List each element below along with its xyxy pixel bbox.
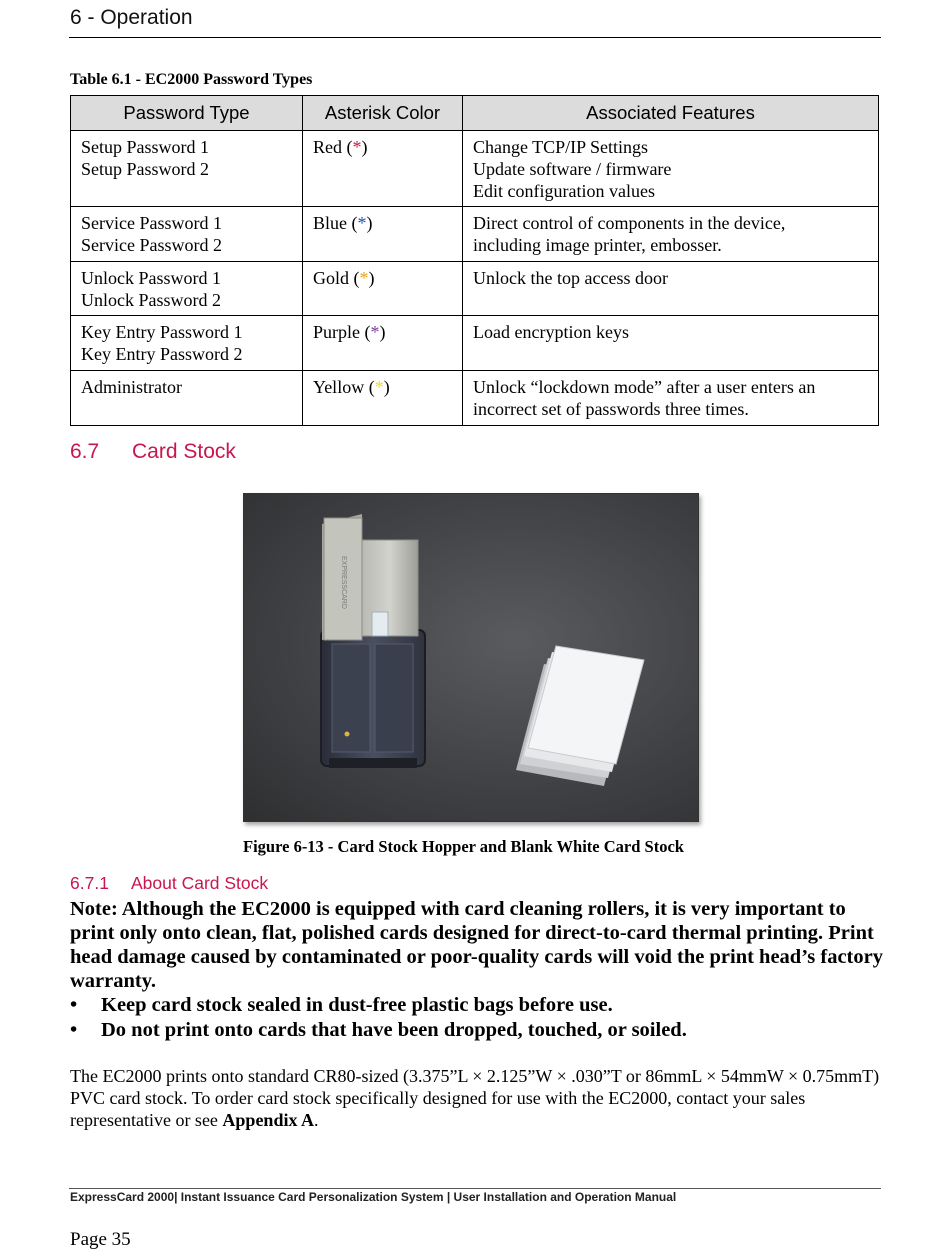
table-header-row	[71, 96, 879, 131]
column-header-associated-features: Associated Features	[463, 96, 879, 131]
table-row	[71, 371, 879, 426]
table-row	[71, 316, 879, 371]
card-handling-list	[70, 993, 885, 1043]
footer-divider	[69, 1188, 881, 1189]
color-name: Purple	[313, 322, 360, 342]
paragraph-text: The EC2000 prints onto standard CR80-sized (3.375”L × 2.125”W × .030”T or 86mmL × 54mmW × 0.75mmT) PVC card stock. To order card stock specifically designed for use with the EC2000, contact your sales representative or see	[70, 1066, 880, 1130]
associated-features-cell: Load encryption keys	[463, 316, 879, 371]
asterisk-color-cell: Red (*)	[303, 131, 463, 207]
password-type-cell: Unlock Password 1 Unlock Password 2	[71, 262, 303, 316]
table-row	[71, 131, 879, 207]
paragraph-end: .	[313, 1110, 319, 1130]
asterisk-icon: *	[352, 137, 362, 157]
page-number: Page 35	[70, 1229, 131, 1250]
column-header-asterisk-color: Asterisk Color	[303, 96, 463, 131]
list-item: • Keep card stock sealed in dust-free plastic bags before use.	[70, 994, 613, 1016]
asterisk-icon: *	[359, 268, 369, 288]
password-type-cell: Setup Password 1 Setup Password 2	[71, 131, 303, 207]
header-divider	[69, 37, 881, 38]
page-header-title: 6 - Operation	[70, 6, 193, 29]
figure-caption: Figure 6-13 - Card Stock Hopper and Blank White Card Stock	[243, 837, 684, 856]
subsection-number: 6.7.1	[70, 873, 109, 893]
color-name: Red	[313, 137, 342, 157]
color-name: Yellow	[313, 377, 365, 397]
password-types-table	[70, 95, 879, 426]
column-header-password-type: Password Type	[71, 96, 303, 131]
associated-features-cell: Direct control of components in the device, including image printer, embosser.	[463, 207, 879, 262]
bullet-icon: •	[70, 1019, 78, 1041]
table-row	[71, 262, 879, 316]
associated-features-cell: Unlock the top access door	[463, 262, 879, 316]
asterisk-icon: *	[357, 213, 367, 233]
password-type-cell: Service Password 1 Service Password 2	[71, 207, 303, 262]
section-heading	[70, 440, 236, 464]
color-name: Gold	[313, 268, 349, 288]
asterisk-icon: *	[370, 322, 380, 342]
section-title: Card Stock	[132, 440, 236, 463]
card-stock-paragraph	[70, 1065, 880, 1131]
asterisk-color-cell: Yellow (*)	[303, 371, 463, 426]
bullet-icon: •	[70, 994, 78, 1016]
associated-features-cell: Change TCP/IP Settings Update software / firmware Edit configuration values	[463, 131, 879, 207]
table-caption: Table 6.1 - EC2000 Password Types	[70, 71, 313, 88]
footer-text: ExpressCard 2000| Instant Issuance Card Personalization System | User Installation and Operation Manual	[70, 1190, 677, 1204]
card-hopper	[321, 514, 425, 768]
asterisk-color-cell: Blue (*)	[303, 207, 463, 262]
hopper-label: EXPRESSCARD	[340, 556, 347, 609]
card-stock-photo	[243, 493, 699, 822]
list-item: • Do not print onto cards that have been dropped, touched, or soiled.	[70, 1019, 687, 1041]
asterisk-icon: *	[374, 377, 384, 397]
asterisk-color-cell: Purple (*)	[303, 316, 463, 371]
password-type-cell: Key Entry Password 1 Key Entry Password 2	[71, 316, 303, 371]
asterisk-color-cell: Gold (*)	[303, 262, 463, 316]
card-stock-illustration	[244, 494, 698, 821]
color-name: Blue	[313, 213, 347, 233]
appendix-reference: Appendix A	[222, 1110, 314, 1130]
warning-note: Note: Although the EC2000 is equipped with card cleaning rollers, it is very important to print only onto clean, flat, polished cards designed for direct-to-card thermal printing. Print head damage caused by contaminated or poor-quality cards will void the print head’s factory warranty.	[70, 898, 883, 992]
section-number: 6.7	[70, 440, 100, 463]
table-row	[71, 207, 879, 262]
subsection-title: About Card Stock	[131, 873, 269, 893]
associated-features-cell: Unlock “lockdown mode” after a user enters an incorrect set of passwords three times.	[463, 371, 879, 426]
subsection-heading	[70, 873, 268, 894]
password-type-cell: Administrator	[71, 371, 303, 426]
